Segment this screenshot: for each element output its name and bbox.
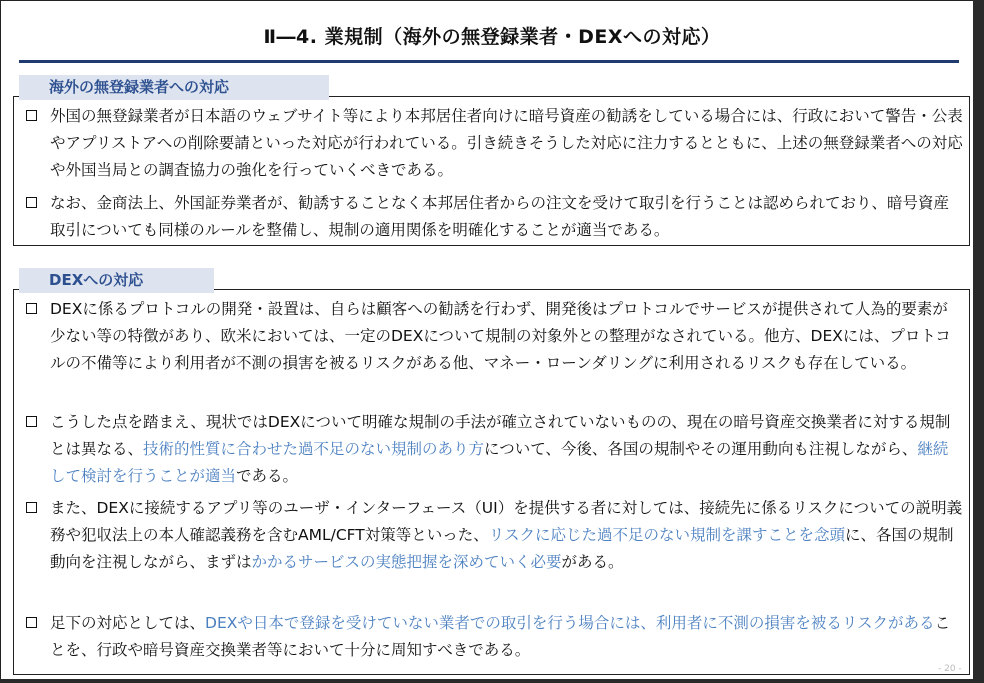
body-text: がある。 xyxy=(561,553,624,571)
emphasis-text: かかるサービスの実態把握を深めていく必要 xyxy=(251,553,562,571)
title-divider xyxy=(19,60,959,63)
bullet-item xyxy=(26,610,963,664)
body-text: DEXに係るプロトコルの開発・設置は、自らは顧客への勧誘を行わず、開発後はプロトコルでサービスが提供されて人為的要素が少ない等の特徴があり、欧米においては、一定のDEXについて規制の対象外との整理がなされている。他方、DEXには、プロトコルの不備等により利用者が不測の損害を被るリスクがある他、マネー・ローンダリングに利用されるリスクも存在している。 xyxy=(50,300,951,372)
body-text: について、今後、各国の規制やその運用動向も注視しながら、 xyxy=(484,440,918,458)
checkbox-icon xyxy=(26,110,37,121)
slide-shadow-bottom xyxy=(0,679,984,683)
body-text: に、各国の規制動向を注視しながら、まずは xyxy=(50,526,954,571)
emphasis-text: 継続して検討を行うことが適当 xyxy=(50,440,949,485)
body-text: 外国の無登録業者が日本語のウェブサイト等により本邦居住者向けに暗号資産の勧誘をしている場合には、行政において警告・公表やアプリストアへの削除要請といった対応が行われている。引き続きそうした対応に注力するとともに、上述の無登録業者への対応や外国当局との調査協力の強化を行っていくべきである。 xyxy=(50,107,963,179)
section-box-dex xyxy=(13,289,970,675)
checkbox-icon xyxy=(26,502,37,513)
body-text: 足下の対応としては、 xyxy=(50,614,206,632)
bullet-item xyxy=(26,296,963,377)
checkbox-icon xyxy=(26,617,37,628)
bullet-item xyxy=(26,495,963,576)
section-box-unregistered xyxy=(13,96,970,246)
page-title: Ⅱ―4. 業規制（海外の無登録業者・DEXへの対応） xyxy=(263,26,721,48)
page-number: - 20 - xyxy=(938,664,962,674)
body-text: である。 xyxy=(468,641,531,659)
bullet-item xyxy=(26,409,963,490)
bullet-item xyxy=(26,190,963,244)
slide-shadow-right xyxy=(973,0,984,683)
emphasis-text: リスクに応じた過不足のない規制を課すことを念頭 xyxy=(488,526,845,544)
checkbox-icon xyxy=(26,303,37,314)
emphasis-text: DEXや日本で登録を受けていない業者での取引を行う場合には、利用者に不測の損害を被るリスクがある xyxy=(205,614,935,632)
body-text: こうした点を踏まえ、現状ではDEXについて明確な規制の手法が確立されていないものの、現在の暗号資産交換業者に対する規制とは異なる、 xyxy=(50,413,951,458)
bullet-text xyxy=(50,499,962,571)
body-text: である。 xyxy=(236,467,299,485)
checkbox-icon xyxy=(26,197,37,208)
bullet-text xyxy=(50,614,950,659)
bullet-text xyxy=(50,194,949,239)
body-text: また、DEXに接続するアプリ等のユーザ・インターフェース（UI）を提供する者に対しては、接続先に係るリスクについての説明義務や犯収法上の本人確認義務を含むAML/CFT対策等といった、 xyxy=(50,499,963,544)
bullet-text xyxy=(50,300,951,372)
bullet-item xyxy=(26,103,963,184)
emphasis-text: 技術的性質に合わせた過不足のない規制のあり方 xyxy=(143,440,485,458)
bullet-text xyxy=(50,413,950,485)
bullet-text xyxy=(50,107,963,179)
body-text: ことを、行政や暗号資産交換業者等において十分に周知すべき xyxy=(50,614,951,659)
checkbox-icon xyxy=(26,416,37,427)
body-text: なお、金商法上、外国証券業者が、勧誘することなく本邦居住者からの注文を受けて取引を行うことは認められており、暗号資産取引についても同様のルールを整備し、規制の適用関係を明確化することが適当である。 xyxy=(50,194,950,239)
section-heading-dex: DEXへの対応 xyxy=(19,268,214,293)
section-heading-unregistered: 海外の無登録業者への対応 xyxy=(19,75,329,100)
